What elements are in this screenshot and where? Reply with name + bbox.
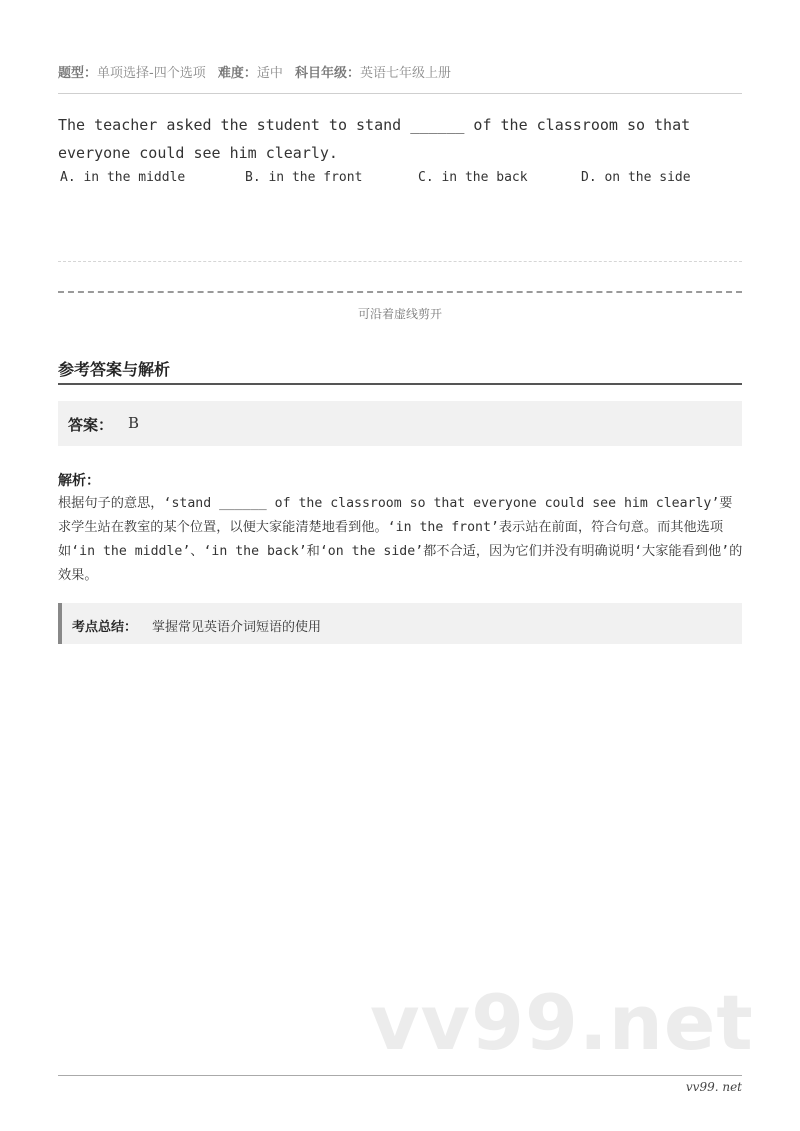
question-meta <box>58 62 742 81</box>
option-c: C. in the back <box>418 170 528 185</box>
subject-label: 科目年级： <box>295 66 361 81</box>
light-dashed-line <box>58 261 742 262</box>
answer-box <box>58 401 742 446</box>
analysis-label: 解析： <box>58 473 100 489</box>
answer-section-title: 参考答案与解析 <box>58 360 171 379</box>
analysis-text: 根据句子的意思，‘stand ______ of the classroom so that everyone could see him clearly’要求学生站在教室的某个位置，以便大家能清楚地看到他。‘in the front’表示站在前面，符合句意。而其他选项如‘in the middle’、‘in the back’和‘on the side’都不合适，因为它们并没有明确说明‘大家能看到他’的效果。 <box>58 496 743 583</box>
type-label: 题型： <box>58 66 98 81</box>
footer-site: vv99. net <box>685 1080 742 1094</box>
summary-text: 掌握常见英语介词短语的使用 <box>152 620 322 635</box>
summary-box <box>58 603 742 644</box>
summary-label: 考点总结： <box>72 620 138 635</box>
difficulty-label: 难度： <box>217 66 257 81</box>
cut-dashed-line <box>58 291 742 293</box>
answer-value: B <box>128 414 140 432</box>
option-b: B. in the front <box>245 170 363 185</box>
type-value: 单项选择-四个选项 <box>97 66 206 81</box>
subject-value: 英语七年级上册 <box>360 66 452 81</box>
answer-label: 答案： <box>68 416 114 434</box>
section-divider <box>58 383 742 385</box>
option-list <box>58 170 742 190</box>
question-stem: The teacher asked the student to stand ______ of the classroom so that everyone could see him clearly. <box>58 116 691 162</box>
difficulty-value: 适中 <box>256 66 283 81</box>
meta-divider <box>58 93 742 94</box>
cut-note: 可沿着虚线剪开 <box>357 307 442 321</box>
watermark: vv99.net <box>370 978 754 1067</box>
option-a: A. in the middle <box>60 170 186 185</box>
footer-divider <box>58 1075 742 1076</box>
option-d: D. on the side <box>581 170 691 185</box>
